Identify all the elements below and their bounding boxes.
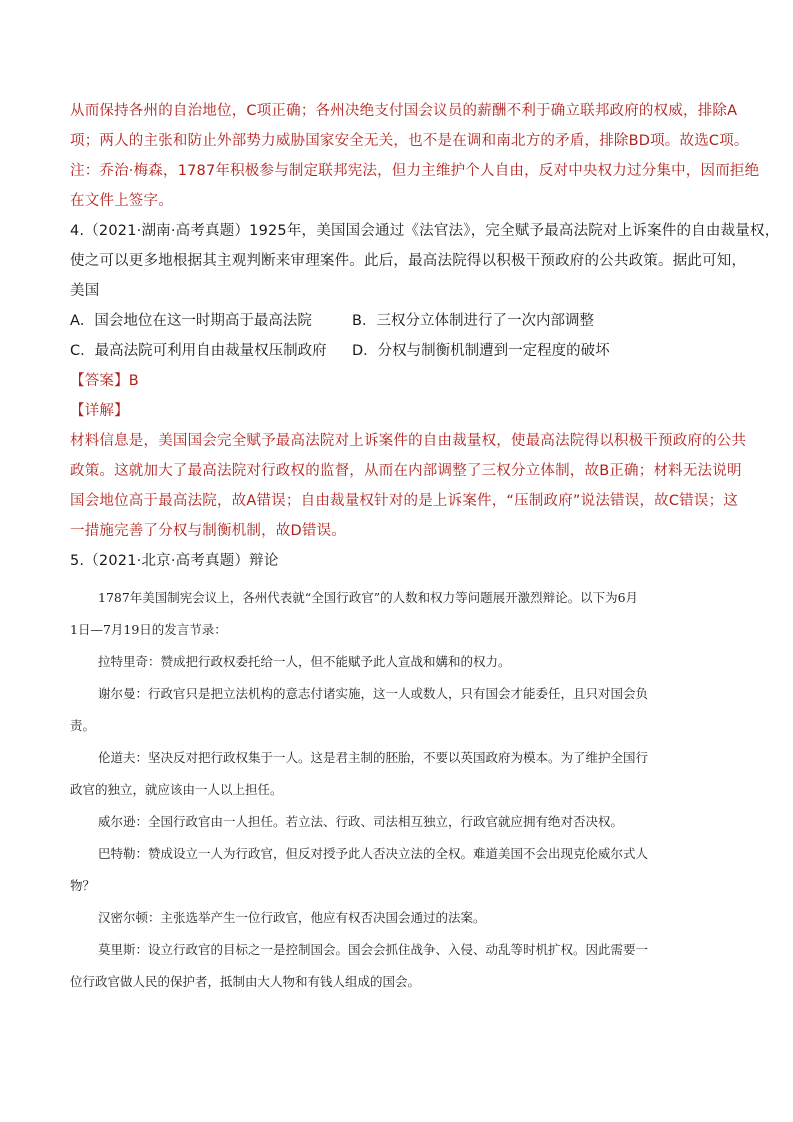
question-5-stem: 5.（2021·北京·高考真题）辩论 xyxy=(70,553,279,569)
essay-line: 汉密尔顿：主张选举产生一位行政官，他应有权否决国会通过的法案。 xyxy=(98,910,486,925)
question-4-stem-line: 美国 xyxy=(70,283,100,299)
options-row-ab xyxy=(70,306,730,336)
essay-line: 谢尔曼：行政官只是把立法机构的意志付诸实施，这一人或数人，只有国会才能委任，且只对国会负 xyxy=(98,686,649,701)
detail-line: 政策。这就加大了最高法院对行政权的监督，从而在内部调整了三权分立体制，故B正确；材料无法说明 xyxy=(70,463,742,479)
essay-line: 政官的独立，就应该由一人以上担任。 xyxy=(70,782,283,797)
essay-line: 1日—7月19日的发言节录： xyxy=(70,622,227,637)
essay-line: 1787年美国制宪会议上，各州代表就“全国行政官”的人数和权力等问题展开激烈辩论。以下为6月 xyxy=(98,590,639,605)
option-b: B．三权分立体制进行了一次内部调整 xyxy=(352,313,594,329)
essay-line: 巴特勒：赞成设立一人为行政官，但反对授予此人否决立法的全权。难道美国不会出现克伦威尔式人 xyxy=(98,846,649,861)
paragraph-line: 项；两人的主张和防止外部势力威胁国家安全无关，也不是在调和南北方的矛盾，排除BD项。故选C项。 xyxy=(70,133,749,149)
essay-line: 位行政官做人民的保护者，抵制由大人物和有钱人组成的国会。 xyxy=(70,974,421,989)
essay-line: 伦道夫：坚决反对把行政权集于一人。这是君主制的胚胎，不要以英国政府为模本。为了维护全国行 xyxy=(98,750,649,765)
document-page xyxy=(70,96,780,998)
essay-line: 责。 xyxy=(70,718,96,733)
question-4-stem-line: 使之可以更多地根据其主观判断来审理案件。此后，最高法院得以积极干预政府的公共政策。据此可知， xyxy=(70,253,747,269)
option-c: C．最高法院可利用自由裁量权压制政府 xyxy=(70,343,327,359)
options-row-cd xyxy=(70,336,730,366)
detail-label: 【详解】 xyxy=(70,403,129,419)
paragraph-line: 在文件上签字。 xyxy=(70,193,173,209)
essay-excerpt xyxy=(70,582,730,998)
detail-line: 材料信息是，美国国会完全赋予最高法院对上诉案件的自由裁量权，使最高法院得以积极干预政府的公共 xyxy=(70,433,747,449)
essay-line: 莫里斯：设立行政官的目标之一是控制国会。国会会抓住战争、入侵、动乱等时机扩权。因此需要一 xyxy=(98,942,649,957)
option-a: A．国会地位在这一时期高于最高法院 xyxy=(70,313,312,329)
essay-line: 物？ xyxy=(70,878,96,893)
detail-line: 一措施完善了分权与制衡机制，故D错误。 xyxy=(70,523,346,539)
essay-line: 拉特里奇：赞成把行政权委托给一人，但不能赋予此人宣战和媾和的权力。 xyxy=(98,654,511,669)
essay-line: 威尔逊：全国行政官由一人担任。若立法、行政、司法相互独立，行政官就应拥有绝对否决权。 xyxy=(98,814,624,829)
paragraph-line: 注：乔治·梅森，1787年积极参与制定联邦宪法，但力主维护个人自由，反对中央权力过分集中，因而拒绝 xyxy=(70,163,760,179)
paragraph-line: 从而保持各州的自治地位，C项正确；各州决绝支付国会议员的薪酬不利于确立联邦政府的权威，排除A xyxy=(70,103,738,119)
answer-label: 【答案】B xyxy=(70,373,139,389)
option-d: D．分权与制衡机制遭到一定程度的破坏 xyxy=(352,343,610,359)
question-4-stem-line: 4.（2021·湖南·高考真题）1925年，美国国会通过《法官法》，完全赋予最高法院对上诉案件的自由裁量权， xyxy=(70,223,780,239)
detail-line: 国会地位高于最高法院，故A错误；自由裁量权针对的是上诉案件，“压制政府”说法错误，故C错误；这 xyxy=(70,493,738,509)
